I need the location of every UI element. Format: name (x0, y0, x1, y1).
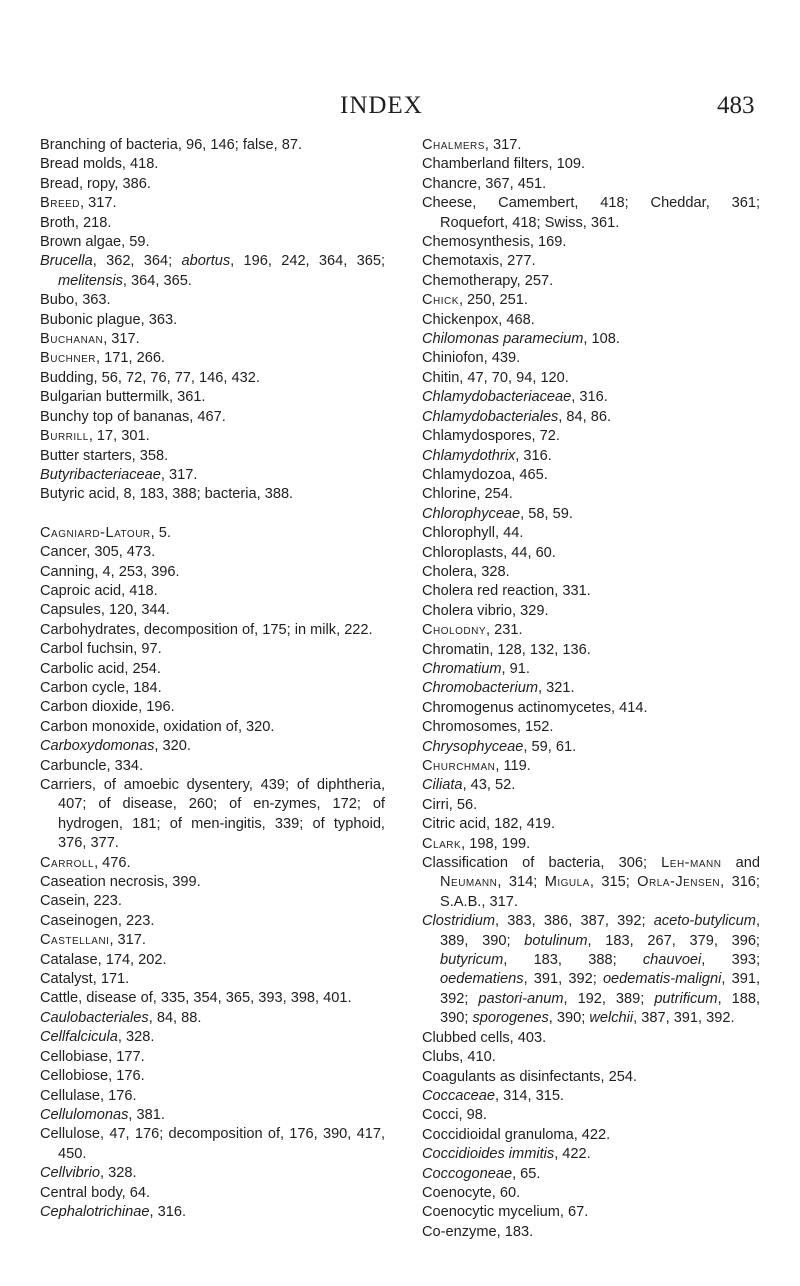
entry-italic-term: botulinum (524, 932, 588, 949)
index-entry (422, 485, 760, 504)
index-entry (40, 1106, 385, 1125)
entry-text: , 328. (100, 1165, 137, 1182)
index-entry (40, 989, 385, 1008)
entry-text: Capsules, 120, 344. (40, 602, 170, 619)
entry-text: , 321. (537, 680, 575, 697)
entry-text: , 315; (589, 874, 638, 891)
index-entry (422, 582, 760, 601)
entry-text: , 43, 52. (462, 777, 516, 794)
entry-text: Butter starters, 358. (40, 447, 169, 464)
entry-text: Carbuncle, 334. (40, 757, 144, 774)
entry-text: , 183, 388; (503, 952, 643, 969)
entry-text: Chlamydospores, 72. (422, 428, 560, 445)
index-entry (422, 233, 760, 252)
entry-text: , 383, 386, 387, 392; (494, 913, 654, 930)
index-entry (422, 136, 760, 155)
entry-italic-term: melitensis (58, 272, 123, 289)
entry-text: Bubonic plague, 363. (40, 311, 178, 328)
index-entry (422, 447, 760, 466)
entry-text: Cheese, Camembert, 418; Cheddar, 361; Roquefort, 418; Swiss, 361. (422, 195, 760, 231)
index-entry (40, 1203, 385, 1222)
index-entry (40, 892, 385, 911)
entry-author-name: Chalmers (422, 137, 485, 153)
entry-text: , 119. (495, 758, 531, 774)
entry-italic-term: pastori-anum (478, 990, 564, 1007)
index-entry (40, 601, 385, 620)
entry-text: Chloroplasts, 44, 60. (422, 544, 556, 561)
entry-text: Chamberland filters, 109. (422, 156, 586, 173)
entry-text: , 196, 242, 364, 365; (230, 253, 386, 270)
index-entry (40, 679, 385, 698)
index-entry (40, 1164, 385, 1183)
entry-text: , 422. (554, 1146, 591, 1163)
index-entry (40, 524, 385, 543)
index-entry (40, 1184, 385, 1203)
entry-text: Bubo, 363. (40, 292, 111, 309)
entry-text: , 188, 390; (440, 990, 761, 1027)
entry-text: Cattle, disease of, 335, 354, 365, 393, 398, 401. (40, 990, 352, 1007)
entry-text: Caproic acid, 418. (40, 582, 158, 599)
entry-text: , 84, 88. (148, 1009, 202, 1026)
entry-text: , 84, 86. (558, 408, 612, 425)
entry-text: , 390; (548, 1010, 590, 1027)
index-entry (40, 718, 385, 737)
index-entry (422, 738, 760, 757)
entry-text: , 317. (80, 195, 117, 212)
index-entry (422, 757, 760, 776)
index-entry (40, 447, 385, 466)
index-entry (422, 1223, 760, 1242)
entry-text: Cancer, 305, 473. (40, 544, 156, 561)
entry-author-name: Cagniard-Latour (40, 524, 151, 541)
entry-italic-term: butyricum (440, 952, 504, 969)
entry-italic-term: putrificum (654, 990, 718, 1007)
entry-author-name: Breed (40, 195, 81, 212)
index-entry (422, 854, 760, 912)
entry-text: , 316. (571, 389, 608, 406)
index-entry (422, 272, 760, 291)
entry-text: Chemotherapy, 257. (422, 272, 554, 289)
index-entry (40, 621, 385, 640)
index-entry (422, 330, 760, 349)
index-entry (40, 311, 385, 330)
index-entry (40, 408, 385, 427)
index-entry (40, 660, 385, 679)
entry-text: , 314, 315. (495, 1087, 564, 1104)
entry-text: Chromatin, 128, 132, 136. (422, 641, 591, 658)
entry-text: Chitin, 47, 70, 94, 120. (422, 369, 569, 386)
index-entry (422, 796, 760, 815)
entry-text: , 250, 251. (458, 292, 528, 309)
entry-text: Central body, 64. (40, 1184, 151, 1201)
entry-text: Carbohydrates, decomposition of, 175; in milk, 222. (40, 621, 373, 638)
entry-text: , 320. (154, 738, 191, 755)
index-entry (40, 640, 385, 659)
entry-text: , 364, 365. (122, 272, 192, 289)
entry-text: , 317. (160, 466, 198, 483)
entry-author-name: Buchner (40, 350, 97, 367)
entry-text: Clubbed cells, 403. (422, 1029, 547, 1046)
entry-text: Cellulase, 176. (40, 1087, 137, 1104)
index-entry (422, 699, 760, 718)
page-header (0, 92, 800, 122)
entry-italic-term: oedematiens (440, 971, 524, 988)
entry-text: Carriers, of amoebic dysentery, 439; of diphtheria, 407; of disease, 260; of en-zymes, 172; of hydrogen, 181; of men-ingitis, 339; of typhoid, 376, 377. (40, 777, 385, 852)
entry-text: Classification of bacteria, 306; (422, 855, 662, 872)
entry-text: Coenocytic mycelium, 67. (422, 1204, 589, 1221)
entry-italic-term: Brucella (40, 253, 93, 270)
entry-text: Cellulose, 47, 176; decomposition of, 176, 390, 417, 450. (40, 1126, 385, 1162)
entry-text: , 91. (501, 660, 530, 677)
index-entry (422, 194, 760, 233)
entry-text: Carbol fuchsin, 97. (40, 641, 162, 658)
index-entry (40, 970, 385, 989)
entry-text: Cholera red reaction, 331. (422, 583, 591, 600)
index-entry (422, 563, 760, 582)
entry-text: , 317. (484, 137, 522, 153)
index-entry (422, 369, 760, 388)
index-entry (422, 1165, 760, 1184)
index-entry (40, 776, 385, 854)
entry-author-name: Buchanan (40, 331, 104, 348)
index-column-right (422, 136, 760, 1242)
index-entry (422, 544, 760, 563)
entry-italic-term: Coccaceae (422, 1087, 496, 1104)
entry-author-name: Castellani (40, 932, 110, 949)
index-entry (422, 1029, 760, 1048)
entry-italic-term: Chromatium (422, 660, 502, 677)
entry-text: Citric acid, 182, 419. (422, 816, 556, 833)
entry-text: , 5. (150, 524, 171, 541)
entry-italic-term: Butyribacteriaceae (40, 466, 161, 483)
index-entry (40, 466, 385, 485)
entry-author-name: Cholodny (422, 622, 486, 639)
entry-text: Canning, 4, 253, 396. (40, 563, 180, 580)
index-entry (422, 1106, 760, 1125)
entry-text: , 328. (117, 1029, 155, 1046)
index-entry (40, 233, 385, 252)
index-entry (40, 757, 385, 776)
entry-text: Carbon cycle, 184. (40, 679, 162, 696)
entry-italic-term: Carboxydomonas (40, 738, 155, 755)
entry-author-name: Clark (422, 835, 462, 852)
entry-author-name: Burrill (40, 428, 89, 445)
entry-text: Butyric acid, 8, 183, 388; bacteria, 388. (40, 486, 294, 503)
entry-text: , 316. (149, 1203, 187, 1220)
entry-text: Chiniofon, 439. (422, 350, 521, 367)
entry-italic-term: abortus (181, 253, 231, 270)
entry-italic-term: Chlamydobacteriales (422, 408, 559, 425)
index-entry (422, 641, 760, 660)
entry-author-name: Leh-mann (661, 855, 722, 872)
entry-text: , 362, 364; (92, 253, 182, 270)
entry-italic-term: Coccogoneae (422, 1165, 513, 1182)
entry-text: , 65. (512, 1165, 541, 1182)
entry-text: Cocci, 98. (422, 1107, 487, 1124)
index-entry (422, 602, 760, 621)
entry-text: , 314; (497, 874, 545, 891)
entry-text: Chancre, 367, 451. (422, 175, 547, 192)
entry-text: Cholera, 328. (422, 563, 510, 580)
entry-text: Caseation necrosis, 399. (40, 874, 201, 891)
index-entry (422, 388, 760, 407)
entry-text: , 198, 199. (461, 835, 531, 852)
entry-text: , 317. (109, 932, 146, 949)
entry-text: , 391, 392; (440, 971, 760, 1007)
entry-italic-term: Cellvibrio (40, 1165, 101, 1182)
index-entry (422, 660, 760, 679)
index-entry (40, 330, 385, 349)
index-entry (40, 854, 385, 873)
index-entry (40, 1067, 385, 1086)
entry-text: , 316; S.A.B., 317. (440, 874, 760, 910)
index-entry (422, 1048, 760, 1067)
entry-author-name: Churchman (422, 758, 496, 774)
index-entry (422, 311, 760, 330)
entry-italic-term: Cephalotrichinae (40, 1203, 150, 1220)
entry-text: Catalase, 174, 202. (40, 951, 167, 968)
entry-text: Caseinogen, 223. (40, 912, 155, 929)
index-entry (422, 427, 760, 446)
index-entry (422, 175, 760, 194)
index-entry (40, 563, 385, 582)
index-entry (40, 291, 385, 310)
index-entry (422, 349, 760, 368)
entry-text: , 59, 61. (523, 738, 577, 755)
entry-text: Chromosomes, 152. (422, 719, 554, 736)
entry-text: Brown algae, 59. (40, 234, 150, 251)
entry-text: Bunchy top of bananas, 467. (40, 408, 226, 425)
entry-text: , 389, 390; (440, 913, 760, 949)
entry-author-name: Carroll (40, 854, 95, 871)
index-entry (422, 1145, 760, 1164)
index-entry (40, 388, 385, 407)
entry-text: , 17, 301. (88, 428, 150, 445)
index-entry (40, 485, 385, 504)
entry-text: , 381. (128, 1106, 165, 1123)
entry-author-name: Orla-Jensen (637, 874, 721, 891)
entry-text: Chlorophyll, 44. (422, 525, 524, 542)
entry-italic-term: chauvoei (642, 952, 702, 969)
entry-italic-term: Chlorophyceae (422, 505, 521, 522)
entry-text: Bulgarian buttermilk, 361. (40, 389, 206, 406)
entry-text: Chlamydozoa, 465. (422, 466, 548, 483)
page-number: 483 (717, 92, 755, 119)
index-entry (422, 912, 760, 1028)
index-entry (40, 194, 385, 213)
entry-text: Chlorine, 254. (422, 486, 513, 503)
entry-text: Cholera vibrio, 329. (422, 602, 549, 619)
index-entry (40, 369, 385, 388)
index-entry (422, 621, 760, 640)
entry-text: , 108. (583, 331, 620, 348)
entry-italic-term: Chromobacterium (422, 680, 538, 697)
index-entry (422, 1184, 760, 1203)
entry-text: , 171, 266. (96, 350, 165, 367)
entry-text: Broth, 218. (40, 214, 112, 231)
entry-text: Carbon monoxide, oxidation of, 320. (40, 718, 275, 735)
entry-text: Bread, ropy, 386. (40, 175, 151, 192)
index-entry (40, 873, 385, 892)
index-entry (422, 1126, 760, 1145)
entry-text: , 231. (486, 622, 523, 639)
entry-text: Clubs, 410. (422, 1049, 496, 1066)
entry-italic-term: Chilomonas paramecium (422, 331, 584, 348)
index-entry (422, 815, 760, 834)
entry-text: Chemotaxis, 277. (422, 253, 536, 270)
entry-italic-term: Chlamydobacteriaceae (422, 389, 572, 406)
entry-author-name: Neumann (440, 874, 498, 891)
entry-text: , 317. (103, 331, 140, 348)
entry-text: Co-enzyme, 183. (422, 1223, 534, 1240)
entry-text: and (721, 855, 760, 872)
index-entry (40, 931, 385, 950)
index-entry (40, 1028, 385, 1047)
index-entry (422, 835, 760, 854)
index-entry (422, 1203, 760, 1222)
index-entry (40, 912, 385, 931)
entry-italic-term: Chlamydothrix (422, 447, 516, 464)
entry-italic-term: Ciliata (422, 777, 463, 794)
index-entry (422, 524, 760, 543)
entry-italic-term: Caulobacteriales (40, 1009, 149, 1026)
index-entry (422, 505, 760, 524)
entry-text: Carbolic acid, 254. (40, 660, 161, 677)
entry-text: Coenocyte, 60. (422, 1184, 521, 1201)
index-entry (40, 698, 385, 717)
index-entry (422, 1087, 760, 1106)
index-entry (422, 679, 760, 698)
entry-text: Cirri, 56. (422, 796, 478, 813)
entry-author-name: Migula (544, 874, 590, 891)
entry-text: Coagulants as disinfectants, 254. (422, 1068, 637, 1085)
entry-italic-term: oedematis-maligni (602, 971, 722, 988)
index-entry (40, 1009, 385, 1028)
entry-author-name: Chick (422, 292, 459, 309)
index-column-left (40, 136, 385, 1222)
entry-text: Coccidioidal granuloma, 422. (422, 1126, 611, 1143)
entry-italic-term: aceto-butylicum (653, 913, 756, 930)
index-entry (40, 1125, 385, 1164)
entry-text: Casein, 223. (40, 893, 122, 910)
index-entry (40, 582, 385, 601)
entry-text: , 393; (701, 952, 761, 969)
entry-text: Branching of bacteria, 96, 146; false, 87. (40, 137, 303, 153)
entry-text: Cellobiase, 177. (40, 1048, 145, 1065)
entry-text: , 391, 392; (523, 971, 603, 988)
index-entry (40, 136, 385, 155)
index-entry (40, 155, 385, 174)
entry-italic-term: welchii (589, 1010, 634, 1027)
index-entry (40, 737, 385, 756)
entry-text: , 316. (515, 447, 552, 464)
entry-text: , 476. (94, 854, 131, 871)
entry-text: Budding, 56, 72, 76, 77, 146, 432. (40, 369, 260, 386)
entry-italic-term: sporogenes (472, 1010, 549, 1027)
entry-text: , 58, 59. (520, 505, 573, 522)
index-entry (422, 252, 760, 271)
entry-italic-term: Clostridium (422, 913, 495, 930)
index-entry (40, 543, 385, 562)
index-entry (40, 951, 385, 970)
running-title: INDEX (340, 92, 423, 119)
index-entry (40, 1087, 385, 1106)
entry-text: Cellobiose, 176. (40, 1068, 145, 1085)
entry-text: Bread molds, 418. (40, 156, 159, 173)
index-entry (40, 427, 385, 446)
index-entry (40, 1048, 385, 1067)
index-entry (422, 155, 760, 174)
index-entry (422, 718, 760, 737)
entry-italic-term: Cellfalcicula (40, 1029, 118, 1046)
index-entry (422, 776, 760, 795)
entry-text: Chickenpox, 468. (422, 311, 535, 328)
index-entry (40, 252, 385, 291)
index-entry (40, 214, 385, 233)
index-entry (422, 466, 760, 485)
entry-text: Catalyst, 171. (40, 971, 130, 988)
index-entry (422, 291, 760, 310)
entry-text: , 387, 391, 392. (633, 1010, 735, 1027)
entry-text: Chromogenus actinomycetes, 414. (422, 699, 648, 716)
index-entry (422, 408, 760, 427)
index-entry (422, 1068, 760, 1087)
entry-text: Chemosynthesis, 169. (422, 234, 567, 251)
entry-italic-term: Cellulomonas (40, 1106, 129, 1123)
index-entry (40, 175, 385, 194)
index-entry (40, 349, 385, 368)
entry-italic-term: Coccidioides immitis (422, 1146, 555, 1163)
entry-text: , 192, 389; (563, 990, 655, 1007)
entry-text: , 183, 267, 379, 396; (587, 932, 760, 949)
entry-italic-term: Chrysophyceae (422, 738, 524, 755)
entry-text: Carbon dioxide, 196. (40, 699, 175, 716)
